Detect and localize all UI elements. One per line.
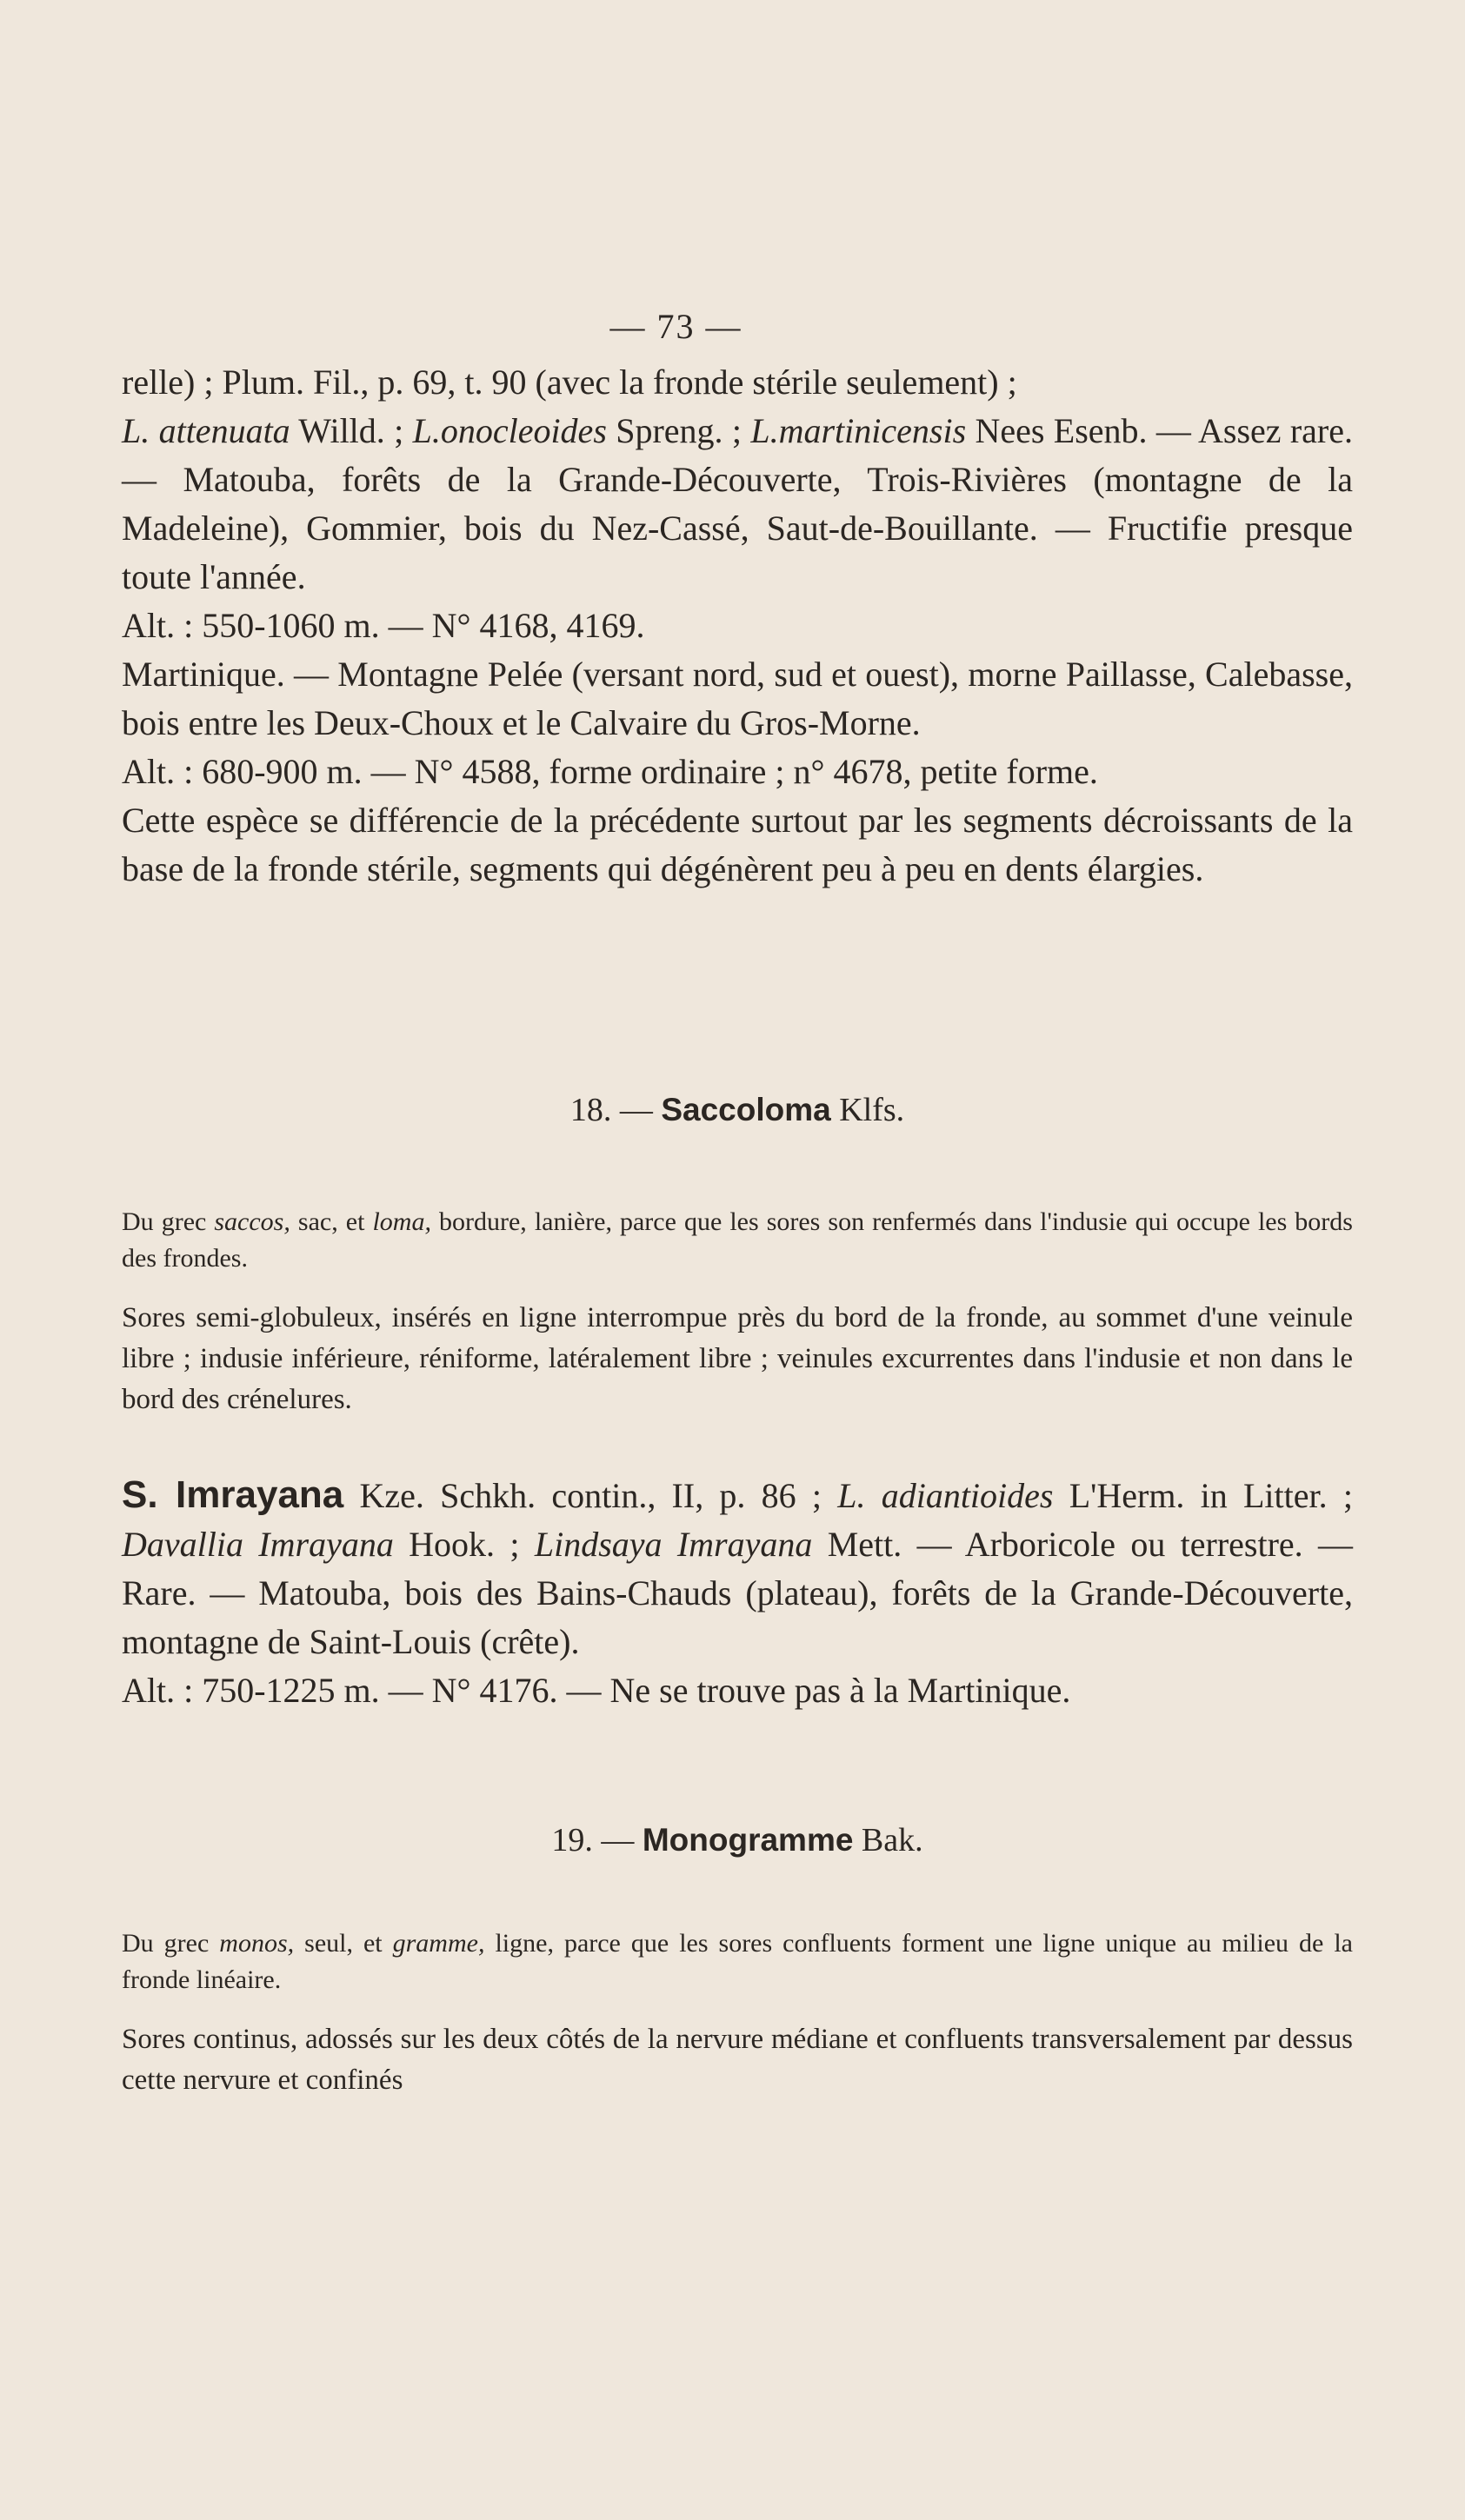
paragraph-synonymy-start: relle) ; Plum. Fil., p. 69, t. 90 (avec la fronde stérile seulement) ; <box>122 362 1017 402</box>
italic-run: saccos, <box>214 1207 290 1236</box>
text-run: Mett. — Arboricole ou terrestre. — Rare. — Matouba, bois des Bains-Chauds (plateau), forêts de la Grande-Découverte, montagne de Saint-Louis (crête). <box>122 1525 1353 1661</box>
text-run: L'Herm. in Litter. ; <box>1053 1476 1353 1515</box>
text-run: Hook. ; <box>393 1525 535 1564</box>
etymology-text <box>122 1925 1353 1998</box>
text-run: Willd. ; <box>290 411 413 450</box>
genus-name: Monogramme <box>642 1822 854 1858</box>
text-run: Kze. Schkh. contin., II, p. 86 ; <box>343 1476 838 1515</box>
altitude-line: Alt. : 550-1060 m. — N° 4168, 4169. <box>122 606 645 645</box>
species-imrayana <box>122 1471 1353 1715</box>
species-name: S. Imrayana <box>122 1473 344 1516</box>
species-altitude: Alt. : 750-1225 m. — N° 4176. — Ne se trouve pas à la Martinique. <box>122 1671 1071 1710</box>
paragraph-synonymy <box>122 407 1353 602</box>
genus-name: Saccoloma <box>661 1092 831 1127</box>
italic-run: L.martinicensis <box>750 411 967 450</box>
text-run: seul, et <box>294 1929 393 1958</box>
martinique-paragraph: Martinique. — Montagne Pelée (versant nord, sud et ouest), morne Paillasse, Calebasse, bois entre les Deux-Choux et le Calvaire du Gros-Morne. <box>122 655 1353 742</box>
italic-run: Davallia Imrayana <box>122 1525 394 1564</box>
description-text: Sores semi-globuleux, insérés en ligne interrompue près du bord de la fronde, au sommet d'une veinule libre ; indusie inférieure, réniforme, latéralement libre ; veinules excurrentes dans l'indusie et non dans le bord des crénelures. <box>122 1302 1353 1415</box>
species-continuation <box>122 358 1353 894</box>
italic-run: L.onocleoides <box>412 411 607 450</box>
genus-heading-19 <box>122 1821 1353 1859</box>
etymology-text <box>122 1204 1353 1277</box>
page-number: — 73 — <box>609 307 742 346</box>
italic-run: gramme, <box>392 1929 485 1958</box>
italic-run: L. attenuata <box>122 411 290 450</box>
genus-19-description <box>122 1991 1353 2130</box>
text-run: Du grec <box>122 1929 220 1958</box>
altitude-line-2: Alt. : 680-900 m. — N° 4588, forme ordinaire ; n° 4678, petite forme. <box>122 752 1098 791</box>
italic-run: L. adiantioides <box>837 1476 1054 1515</box>
italic-run: Lindsaya Imrayana <box>534 1525 813 1564</box>
species-paragraph <box>122 1471 1353 1666</box>
genus-number: 19. — <box>551 1822 643 1858</box>
description-text: Sores continus, adossés sur les deux côtés de la nervure médiane et confluents transversalement par dessus cette nervure et confinés <box>122 2024 1353 2096</box>
text-run: Du grec <box>122 1207 215 1236</box>
remark-paragraph: Cette espèce se différencie de la précédente surtout par les segments décroissants de la base de la fronde stérile, segments qui dégénèrent peu à peu en dents élargies. <box>122 801 1353 888</box>
italic-run: loma, <box>372 1207 431 1236</box>
text-run: sac, et <box>290 1207 373 1236</box>
genus-heading-18 <box>122 1091 1353 1129</box>
text-run: Spreng. ; <box>606 411 751 450</box>
genus-number: 18. — <box>569 1092 662 1128</box>
genus-18-description <box>122 1269 1353 1449</box>
italic-run: monos, <box>219 1929 295 1958</box>
text-run: bordure, lanière, parce que les sores son renfermés dans l'indusie qui occupe les bords des frondes. <box>122 1207 1353 1273</box>
genus-author: Klfs. <box>830 1092 905 1128</box>
genus-author: Bak. <box>853 1822 923 1858</box>
text-run: ligne, parce que les sores confluents forment une ligne unique au milieu de la fronde linéaire. <box>122 1929 1353 1994</box>
text-run: Nees Esenb. — Assez rare. — Matouba, forêts de la Grande-Découverte, Trois-Rivières (montagne de la Madeleine), Gommier, bois du Nez-Cassé, Saut-de-Bouillante. — Fructifie presque toute l'année. <box>122 411 1354 596</box>
